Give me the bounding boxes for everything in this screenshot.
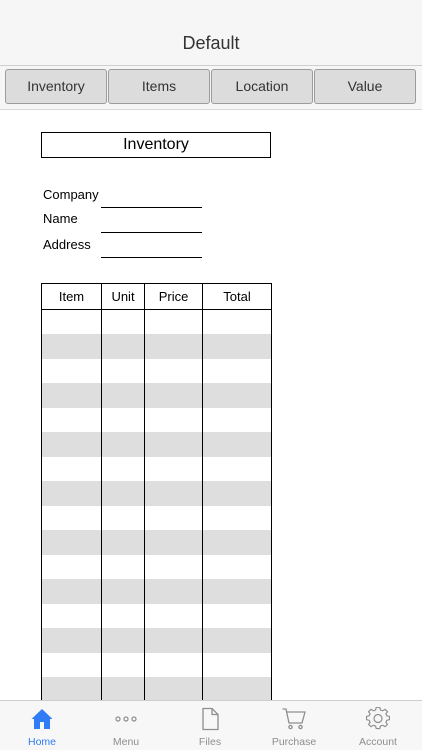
table-cell[interactable]	[102, 530, 145, 555]
tab-bar	[0, 700, 422, 750]
gear-icon	[366, 707, 390, 731]
segment-value-button[interactable]: Value	[314, 69, 416, 104]
table-cell[interactable]	[145, 432, 203, 457]
company-label: Company	[43, 187, 99, 202]
table-row	[42, 334, 272, 359]
segment-items-button[interactable]: Items	[108, 69, 210, 104]
table-cell[interactable]	[102, 334, 145, 359]
table-cell[interactable]	[42, 628, 102, 653]
table-row	[42, 628, 272, 653]
table-cell[interactable]	[145, 530, 203, 555]
column-header-unit: Unit	[102, 284, 145, 310]
tab-account-label: Account	[359, 736, 397, 748]
table-row	[42, 555, 272, 580]
table-cell[interactable]	[145, 628, 203, 653]
table-row	[42, 408, 272, 433]
table-cell[interactable]	[102, 579, 145, 604]
table-cell[interactable]	[42, 653, 102, 678]
table-cell[interactable]	[145, 383, 203, 408]
table-cell[interactable]	[102, 481, 145, 506]
table-cell[interactable]	[203, 653, 272, 678]
table-row	[42, 604, 272, 629]
table-cell[interactable]	[203, 432, 272, 457]
tab-files-label: Files	[198, 736, 222, 748]
table-row	[42, 481, 272, 506]
table-cell[interactable]	[42, 408, 102, 433]
table-cell[interactable]	[102, 408, 145, 433]
column-header-price: Price	[145, 284, 203, 310]
table-cell[interactable]	[203, 506, 272, 531]
table-cell[interactable]	[203, 604, 272, 629]
table-row	[42, 359, 272, 384]
table-cell[interactable]	[203, 481, 272, 506]
table-cell[interactable]	[102, 604, 145, 629]
table-cell[interactable]	[203, 383, 272, 408]
table-body	[42, 310, 272, 702]
table-cell[interactable]	[102, 432, 145, 457]
table-cell[interactable]	[42, 432, 102, 457]
tab-purchase[interactable]	[252, 701, 336, 750]
table-cell[interactable]	[145, 457, 203, 482]
table-row	[42, 310, 272, 335]
table-cell[interactable]	[42, 383, 102, 408]
cart-icon	[282, 707, 306, 731]
table-cell[interactable]	[203, 677, 272, 702]
tab-menu[interactable]	[84, 701, 168, 750]
table-cell[interactable]	[102, 359, 145, 384]
table-cell[interactable]	[42, 334, 102, 359]
table-cell[interactable]	[42, 579, 102, 604]
table-row	[42, 506, 272, 531]
table-cell[interactable]	[102, 677, 145, 702]
table-row	[42, 432, 272, 457]
tab-account[interactable]	[336, 701, 420, 750]
table-row	[42, 677, 272, 702]
table-cell[interactable]	[145, 408, 203, 433]
table-row	[42, 579, 272, 604]
table-cell[interactable]	[102, 653, 145, 678]
table-header-row	[42, 284, 272, 310]
table-cell[interactable]	[203, 334, 272, 359]
table-cell[interactable]	[42, 457, 102, 482]
table-cell[interactable]	[145, 310, 203, 335]
table-row	[42, 530, 272, 555]
table-cell[interactable]	[42, 677, 102, 702]
table-cell[interactable]	[203, 310, 272, 335]
table-cell[interactable]	[102, 628, 145, 653]
table-cell[interactable]	[145, 677, 203, 702]
column-header-total: Total	[203, 284, 272, 310]
table-cell[interactable]	[102, 310, 145, 335]
segment-location-button[interactable]: Location	[211, 69, 313, 104]
navigation-bar	[0, 0, 422, 66]
page-title: Default	[182, 33, 240, 53]
table-cell[interactable]	[102, 555, 145, 580]
table-cell[interactable]	[203, 457, 272, 482]
table-cell[interactable]	[42, 506, 102, 531]
table-cell[interactable]	[145, 359, 203, 384]
table-cell[interactable]	[203, 628, 272, 653]
home-icon	[30, 707, 54, 731]
table-cell[interactable]	[42, 359, 102, 384]
document-title: Inventory	[41, 132, 271, 158]
table-cell[interactable]	[42, 530, 102, 555]
table-cell[interactable]	[145, 506, 203, 531]
table-cell[interactable]	[203, 555, 272, 580]
address-field[interactable]	[101, 238, 202, 258]
segment-inventory-button[interactable]: Inventory	[5, 69, 107, 104]
table-cell[interactable]	[102, 457, 145, 482]
name-field[interactable]	[101, 213, 202, 233]
inventory-table	[41, 283, 272, 702]
segment-toolbar	[0, 66, 422, 110]
table-cell[interactable]	[145, 653, 203, 678]
table-cell[interactable]	[203, 579, 272, 604]
more-dots-icon	[114, 707, 138, 731]
name-label: Name	[43, 211, 78, 226]
table-cell[interactable]	[203, 359, 272, 384]
table-cell[interactable]	[42, 481, 102, 506]
tab-purchase-label: Purchase	[271, 736, 317, 748]
table-cell[interactable]	[102, 383, 145, 408]
table-cell[interactable]	[145, 334, 203, 359]
tab-files[interactable]	[168, 701, 252, 750]
table-cell[interactable]	[145, 579, 203, 604]
table-cell[interactable]	[145, 604, 203, 629]
column-header-item: Item	[42, 284, 102, 310]
table-row	[42, 457, 272, 482]
tab-home[interactable]	[0, 701, 84, 750]
table-cell[interactable]	[203, 408, 272, 433]
address-label: Address	[43, 237, 91, 252]
table-cell[interactable]	[145, 481, 203, 506]
table-cell[interactable]	[203, 530, 272, 555]
file-icon	[198, 707, 222, 731]
tab-menu-label: Menu	[112, 736, 140, 748]
table-cell[interactable]	[102, 506, 145, 531]
table-cell[interactable]	[42, 555, 102, 580]
table-row	[42, 383, 272, 408]
table-cell[interactable]	[42, 310, 102, 335]
table-row	[42, 653, 272, 678]
table-cell[interactable]	[145, 555, 203, 580]
company-field[interactable]	[101, 188, 202, 208]
tab-home-label: Home	[27, 736, 56, 748]
table-cell[interactable]	[42, 604, 102, 629]
